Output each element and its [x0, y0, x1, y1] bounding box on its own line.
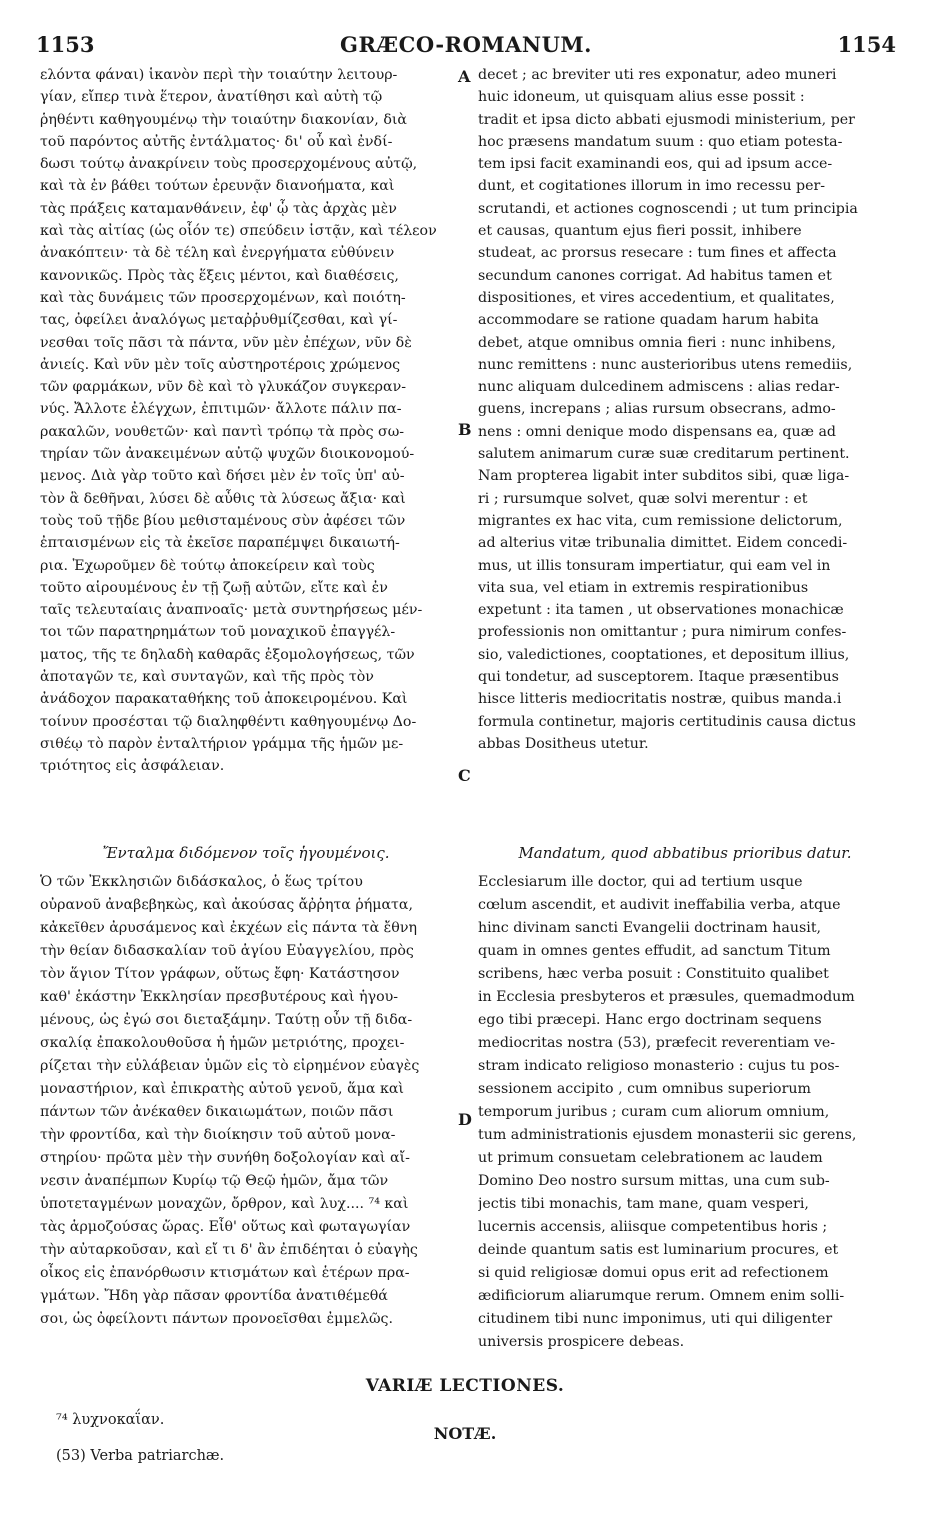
latin-mandate-line: ego tibi præcepi. Hanc ergo doctrinam sequens: [478, 1012, 822, 1028]
latin-mandate-text: [478, 871, 892, 1354]
latin-text-line: scrutandi, et actiones cognoscendi ; ut tum principia: [478, 200, 858, 217]
greek-mandate-line: κἀκεῖθεν ἀρυσάμενος καὶ ἐκχέων εἰς πάντα τὰ ἔθνη: [40, 920, 417, 936]
greek-text-line: ἀνιείς. Καὶ νῦν μὲν τοῖς αὐστηροτέροις χρώμενος: [40, 356, 401, 373]
latin-mandate-line: ædificiorum aliarumque rerum. Omnem enim solli-: [478, 1288, 845, 1304]
latin-text-line: tradit et ipsa dicto abbati ejusmodi ministerium, per: [478, 111, 855, 128]
greek-text-line: ἀποταγῶν τε, καὶ συνταγῶν, καὶ τῆς πρὸς τὸν: [40, 669, 374, 686]
greek-column: [40, 64, 452, 778]
latin-text-line: hisce litteris mediocritatis nostræ, quibus manda.i: [478, 691, 842, 708]
latin-mandate-line: universis prospicere debeas.: [478, 1334, 685, 1350]
latin-mandate-line: cœlum ascendit, et audivit ineffabilia verba, atque: [478, 897, 841, 913]
greek-text-line: ἀνακόπτειν· τὰ δὲ τέλη καὶ ἐνεργήματα εὐθύνειν: [40, 245, 395, 262]
greek-text-line: τοῦτο αἱρουμένους ἐν τῇ ζωῇ αὐτῶν, εἴτε καὶ ἐν: [40, 579, 388, 596]
greek-text-line: τοὺς τοῦ τῇδε βίου μεθισταμένους σὺν ἀφέσει τῶν: [40, 512, 406, 529]
greek-text-line: ματος, τῆς τε δηλαδὴ καθαρᾶς ἐξομολογήσεως, τῶν: [40, 646, 415, 663]
running-title: GRÆCO-ROMANUM.: [340, 32, 592, 57]
greek-mandate-line: στηρίου· πρῶτα μὲν τὴν συνήθη δοξολογίαν καὶ αἴ-: [40, 1150, 410, 1166]
latin-mandate-line: quam in omnes gentes effudit, ad sanctum Titum: [478, 943, 831, 959]
latin-text-line: decet ; ac breviter uti res exponatur, adeo muneri: [478, 67, 837, 83]
margin-letter-a: A: [458, 67, 471, 86]
greek-text-line: τὸν ἃ δεθῆναι, λύσει δὲ αὖθις τὰ λύσεως ἄξια· καὶ: [40, 490, 406, 507]
greek-mandate-line: οὐρανοῦ ἀναβεβηκὼς, καὶ ἀκούσας ἄῤῥητα ῥήματα,: [40, 897, 413, 913]
latin-text-line: tem ipsi facit examinandi eos, qui ad ipsum acce-: [478, 156, 833, 173]
greek-mandate-line: νεσιν ἀναπέμπων Κυρίῳ τῷ Θεῷ ἡμῶν, ἄμα τῶν: [40, 1173, 389, 1189]
latin-text-line: dispositiones, et vires accedentium, et qualitates,: [478, 289, 835, 306]
latin-mandate-line: temporum juribus ; curam cum aliorum omnium,: [478, 1104, 830, 1120]
greek-text-line: ρια. Ἐχωροῦμεν δὲ τούτῳ ἀποκείρειν καὶ τοὺς: [40, 557, 375, 574]
greek-mandate-line: ρίζεται τὴν εὐλάβειαν ὑμῶν εἰς τὸ εἰρημένον εὐαγὲς: [40, 1058, 420, 1074]
greek-mandate-line: γμάτων. Ἤδη γὰρ πᾶσαν φροντίδα ἀνατιθέμεθά: [40, 1288, 388, 1304]
latin-mandate-line: tum administrationis ejusdem monasterii sic gerens,: [478, 1127, 857, 1143]
latin-text-line: ri ; rursumque solvet, quæ solvi merentur : et: [478, 490, 808, 507]
greek-text-line: μενος. Διὰ γὰρ τοῦτο καὶ δήσει μὲν ἐν τοῖς ὑπ' αὐ-: [40, 468, 405, 485]
footnote-53: (53) Verba patriarchæ.: [56, 1448, 225, 1464]
greek-text-line: κανονικῶς. Πρὸς τὰς ἕξεις μέντοι, καὶ διαθέσεις,: [40, 267, 399, 284]
latin-text-line: formula continetur, majoris certitudinis causa dictus: [478, 713, 856, 730]
margin-letter-c: C: [458, 766, 471, 785]
latin-text-line: guens, increpans ; alias rursum obsecrans, admo-: [478, 401, 836, 418]
greek-mandate-line: ὑποτεταγμένων μοναχῶν, ὄρθρον, καὶ λυχ.... ⁷⁴ καὶ: [40, 1196, 409, 1212]
latin-text-line: huic idoneum, ut quisquam alius esse possit :: [478, 89, 805, 106]
greek-mandate-line: μένους, ὡς ἐγώ σοι διεταξάμην. Ταύτῃ οὖν τῇ διδα-: [40, 1012, 413, 1028]
latin-mandate-line: in Ecclesia presbyteros et præsules, quemadmodum: [478, 989, 855, 1005]
latin-mandate-line: deinde quantum satis est luminarium procures, et: [478, 1242, 839, 1258]
greek-text-line: τῶν φαρμάκων, νῦν δὲ καὶ τὸ γλυκάζον συγκεραν-: [40, 379, 407, 396]
greek-mandate-line: καθ' ἑκάστην Ἐκκλησίαν πρεσβυτέρους καὶ ἡγου-: [40, 989, 399, 1005]
latin-mandate-line: stram indicato religioso monasterio : cujus tu pos-: [478, 1058, 840, 1074]
latin-text-line: expetunt : ita tamen , ut observationes monachicæ: [478, 602, 844, 619]
latin-text-line: vita sua, vel etiam in extremis respirationibus: [478, 579, 809, 596]
latin-mandate-line: lucernis accensis, aliisque competentibus horis ;: [478, 1219, 828, 1235]
greek-mandate-line: σκαλίᾳ ἐπακολουθοῦσα ἡ ἡμῶν μετριότης, προχει-: [40, 1035, 405, 1051]
latin-text-line: salutem animarum curæ suæ creditarum pertinent.: [478, 446, 850, 463]
latin-mandate-line: si quid religiosæ domui opus erit ad refectionem: [478, 1265, 829, 1281]
page-header: [36, 32, 896, 62]
latin-text-line: abbas Dositheus utetur.: [478, 735, 649, 752]
variae-lectiones-title: VARIÆ LECTIONES.: [365, 1376, 565, 1396]
latin-mandate-line: hinc divinam sancti Evangelii doctrinam hausit,: [478, 920, 822, 936]
latin-text-line: dunt, et cogitationes illorum in imo recessu per-: [478, 178, 826, 195]
greek-mandate-line: τὰς ἁρμοζούσας ὥρας. Εἶθ' οὕτως καὶ φωταγωγίαν: [40, 1219, 411, 1235]
greek-text-line: τοι τῶν παρατηρημάτων τοῦ μοναχικοῦ ἐπαγγέλ-: [40, 624, 396, 641]
greek-text-line: τοῦ παρόντος αὐτῆς ἐντάλματος· δι' οὗ καὶ ἐνδί-: [40, 133, 393, 150]
greek-mandate-line: μοναστήριον, καὶ ἐπικρατὴς αὐτοῦ γενοῦ, ἅμα καὶ: [40, 1081, 404, 1097]
latin-text-line: qui tondetur, ad susceptorem. Itaque præsentibus: [478, 669, 839, 686]
greek-text-line: τηρίαν τῶν ἀνακειμένων αὐτῷ ψυχῶν διοικονομού-: [40, 446, 415, 463]
greek-mandate-line: πάντων τῶν ἀνέκαθεν δικαιωμάτων, ποιῶν πᾶσι: [40, 1104, 394, 1120]
latin-text-line: nunc aliquam dulcedinem admiscens : alias redar-: [478, 379, 840, 396]
latin-text-line: debet, atque omnibus omnia fieri : nunc inhibens,: [478, 334, 836, 351]
greek-text-line: ἐπταισμένων εἰς τὰ ἐκεῖσε παραπέμψει δικαιωτή-: [40, 535, 400, 552]
latin-text-line: et causas, quantum ejus fieri possit, inhibere: [478, 223, 802, 240]
greek-mandate-heading: Ἔνταλμα διδόμενον τοῖς ἡγουμένοις.: [102, 844, 390, 862]
variant-reading-note: ⁷⁴ λυχνοκαΐαν.: [56, 1412, 165, 1428]
latin-mandate-line: mediocritas nostra (53), præfecit reverentiam ve-: [478, 1035, 836, 1051]
page-number-right: 1154: [837, 32, 896, 57]
latin-text-line: secundum canones corrigat. Ad habitus tamen et: [478, 267, 832, 284]
greek-text-line: τριότητος εἰς ἀσφάλειαν.: [40, 758, 225, 775]
latin-mandate-section: [478, 842, 892, 1354]
page-number-left: 1153: [36, 32, 95, 57]
greek-text-line: καὶ τὰ ἐν βάθει τούτων ἐρευνᾷν διανοήματα, καὶ: [40, 178, 395, 195]
latin-text-line: migrantes ex hac vita, cum remissione delictorum,: [478, 512, 843, 529]
latin-mandate-line: citudinem tibi nunc imponimus, uti qui diligenter: [478, 1311, 833, 1327]
latin-text-line: professionis non omittantur ; pura nimirum confes-: [478, 624, 847, 641]
greek-text-line: σιθέῳ τὸ παρὸν ἐνταλτήριον γράμμα τῆς ἡμῶν με-: [40, 735, 404, 752]
greek-text-line: τας, ὀφείλει ἀναλόγως μεταῤῥυθμίζεσθαι, καὶ γί-: [40, 312, 398, 329]
greek-mandate-line: Ὁ τῶν Ἐκκλησιῶν διδάσκαλος, ὁ ἕως τρίτου: [40, 874, 363, 890]
greek-text-line: ελόντα φάναι) ἱκανὸν περὶ τὴν τοιαύτην λειτουρ-: [40, 67, 398, 83]
latin-text-line: accommodare se ratione quadam harum habita: [478, 312, 819, 329]
latin-text-line: hoc præsens mandatum suum : quo etiam potesta-: [478, 133, 843, 150]
latin-text-line: ad alterius vitæ tribunalia dimittet. Eidem concedi-: [478, 535, 848, 552]
notae-title: NOTÆ.: [433, 1424, 497, 1443]
greek-mandate-line: τὴν φροντίδα, καὶ τὴν διοίκησιν τοῦ αὐτοῦ μονα-: [40, 1127, 396, 1143]
margin-letter-b: B: [458, 420, 472, 439]
greek-mandate-section: [40, 842, 452, 1331]
latin-text-line: studeat, ac prorsus resecare : tum fines et affecta: [478, 245, 837, 262]
greek-text-line: ῥηθέντι καθηγουμένῳ τὴν τοιαύτην διακονίαν, διὰ: [40, 111, 408, 128]
latin-column: [478, 64, 892, 755]
greek-text-line: νεσθαι τοῖς πᾶσι τὰ πάντα, νῦν μὲν ἐπέχων, νῦν δὲ: [40, 334, 412, 351]
latin-mandate-line: Ecclesiarum ille doctor, qui ad tertium usque: [478, 874, 803, 890]
latin-mandate-heading: Mandatum, quod abbatibus prioribus datur.: [518, 844, 852, 862]
greek-text-line: καὶ τὰς αἰτίας (ὡς οἷόν τε) σπεύδειν ἱστᾷν, καὶ τέλεον: [40, 223, 437, 240]
greek-mandate-line: σοι, ὡς ὀφείλοντι πάντων προνοεῖσθαι ἐμμελῶς.: [40, 1311, 393, 1327]
greek-mandate-line: τὴν αὐταρκοῦσαν, καὶ εἴ τι δ' ἂν ἐπιδέηται ὁ εὐαγὴς: [40, 1242, 418, 1258]
latin-mandate-line: scribens, hæc verba posuit : Constituito qualibet: [478, 966, 829, 982]
greek-text-line: τὰς πράξεις καταμανθάνειν, ἐφ' ᾧ τὰς ἀρχὰς μὲν: [40, 200, 397, 217]
latin-mandate-line: jectis tibi monachis, tam mane, quam vesperi,: [478, 1196, 809, 1212]
latin-text-line: nens : omni denique modo dispensans ea, quæ ad: [478, 423, 836, 440]
margin-letter-d: D: [458, 1110, 472, 1129]
greek-text-line: τοίνυν προσέσται τῷ διαληφθέντι καθηγουμένῳ Δο-: [40, 713, 417, 730]
latin-mandate-line: sessionem accipito , cum omnibus superiorum: [478, 1081, 811, 1097]
greek-text-line: δωσι τούτῳ ἀνακρίνειν τοὺς προσερχομένους αὐτῷ,: [40, 156, 418, 173]
greek-text-line: ταῖς τελευταίαις ἀναπνοαῖς· μετὰ συντηρήσεως μέν-: [40, 602, 423, 619]
greek-mandate-line: τὸν ἅγιον Τίτον γράφων, οὕτως ἔφη· Κατάστησον: [40, 966, 400, 982]
greek-mandate-line: τὴν θείαν διδασκαλίαν τοῦ ἁγίου Εὐαγγελίου, πρὸς: [40, 943, 414, 959]
latin-mandate-line: ut primum consuetam celebrationem ac laudem: [478, 1150, 823, 1166]
greek-text-line: νύς. Ἄλλοτε ἐλέγχων, ἐπιτιμῶν· ἄλλοτε πάλιν πα-: [40, 401, 402, 418]
greek-mandate-line: οἶκος εἰς ἐπανόρθωσιν κτισμάτων καὶ ἑτέρων πρα-: [40, 1265, 410, 1281]
greek-mandate-text: [40, 871, 452, 1331]
latin-text-line: sio, valedictiones, cooptationes, et depositum illius,: [478, 646, 850, 663]
latin-mandate-line: Domino Deo nostro sursum mittas, una cum sub-: [478, 1173, 830, 1189]
greek-text-line: ρακαλῶν, νουθετῶν· καὶ παντὶ τρόπῳ τὰ πρὸς σω-: [40, 423, 405, 440]
latin-text-line: mus, ut illis tonsuram impertiatur, qui eam vel in: [478, 557, 831, 574]
latin-text-line: nunc remittens : nunc austerioribus utens remediis,: [478, 356, 853, 373]
greek-text-line: καὶ τὰς δυνάμεις τῶν προσερχομένων, καὶ ποιότη-: [40, 289, 406, 306]
latin-text-line: Nam propterea ligabit inter subditos sibi, quæ liga-: [478, 468, 850, 485]
greek-text-line: γίαν, εἴπερ τινὰ ἕτερον, ἀνατίθησι καὶ αὐτὴ τῷ: [40, 89, 383, 106]
greek-text-line: ἀνάδοχον παρακαταθήκης τοῦ ἀποκειρομένου. Καὶ: [40, 691, 408, 708]
